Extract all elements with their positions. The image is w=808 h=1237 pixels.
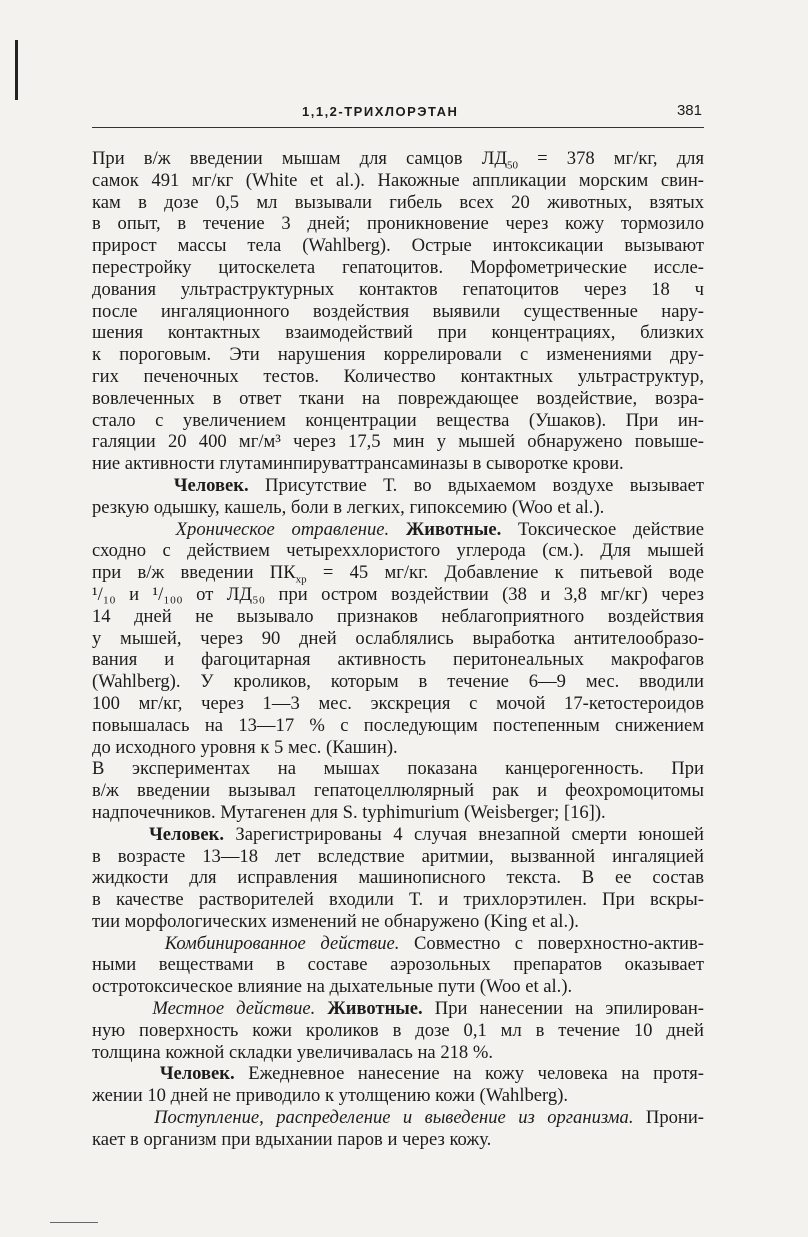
text-line: до исходного уровня к 5 мес. (Кашин). bbox=[92, 736, 398, 758]
text-line: гих печеночных тестов. Количество контактных ультраструктур, bbox=[92, 365, 704, 387]
text-line: повышалась на 13—17 % с последующим постепенным снижением bbox=[92, 714, 704, 736]
section-heading: Хроническое отравление. bbox=[175, 518, 390, 540]
text-line: жидкости для исправления машинописного текста. В ее состав bbox=[92, 867, 704, 889]
text-line: При в/ж введении мышам для самцов $ЛД_{50} = 378$ мг/кг, для bbox=[92, 148, 704, 172]
section-label: Человек. bbox=[149, 823, 224, 845]
text-line: после ингаляционного воздействия выявили существенные нару- bbox=[92, 300, 704, 322]
text-line: дования ультраструктурных контактов гепатоцитов через 18 ч bbox=[92, 278, 704, 300]
text-line: шения контактных взаимодействий при концентрациях, близких bbox=[92, 322, 704, 344]
text-line: вания и фагоцитарная активность перитонеальных макрофагов bbox=[92, 649, 704, 671]
text-line: у мышей, через 90 дней ослаблялись выработка антителообразо- bbox=[92, 627, 704, 649]
margin-mark bbox=[15, 40, 18, 100]
text-line: в качестве растворителей входили Т. и трихлорэтилен. При вскры- bbox=[92, 889, 704, 911]
text-line: Человек. Зарегистрированы 4 случая внезапной смерти юношей bbox=[149, 823, 704, 845]
text-line: ными веществами в составе аэрозольных препаратов оказывает bbox=[92, 954, 704, 976]
text-line: кает в организм при вдыхании паров и через кожу. bbox=[92, 1128, 492, 1150]
text-line: жении 10 дней не приводило к утолщению кожи (Wahlberg). bbox=[92, 1085, 569, 1107]
text-line: 14 дней не вызывало признаков неблагоприятного воздействия bbox=[92, 605, 704, 627]
text-line: Поступление, распределение и выведение из организма. Прони- bbox=[154, 1107, 705, 1129]
text-line: ную поверхность кожи кроликов в дозе 0,1 мл в течение 10 дней bbox=[92, 1019, 704, 1041]
page-number: 381 bbox=[676, 102, 702, 119]
text-line: галяции 20 400 мг/м³ через 17,5 мин у мышей обнаружено повыше- bbox=[92, 431, 704, 453]
text-line: в опыт, в течение 3 дней; проникновение через кожу тормозило bbox=[92, 213, 704, 235]
footer-rule bbox=[50, 1222, 98, 1223]
text-line: перестройку цитоскелета гепатоцитов. Морфометрические иссле- bbox=[92, 256, 704, 278]
text-line: сходно с действием четыреххлористого углерода (см.). Для мышей bbox=[92, 540, 704, 562]
section-heading: Местное действие. bbox=[152, 998, 316, 1020]
section-label: Человек. bbox=[159, 1063, 235, 1085]
header-rule bbox=[92, 127, 704, 128]
section-heading: Комбинированное действие. bbox=[164, 932, 400, 954]
text-line: в возрасте 13—18 лет вследствие аритмии, вызванной ингаляцией bbox=[92, 845, 704, 867]
text-line: В экспериментах на мышах показана канцерогенность. При bbox=[92, 758, 704, 780]
text-line: самок 491 мг/кг (White et al.). Накожные аппликации морским свин- bbox=[92, 169, 704, 191]
text-line: резкую одышку, кашель, боли в легких, гипоксемию (Woo et al.). bbox=[92, 496, 605, 518]
text-line: ¹/₁₀ и ¹/₁₀₀ от ЛД₅₀ при остром воздействии (38 и 3,8 мг/кг) через bbox=[92, 583, 704, 605]
text-line: Человек. Ежедневное нанесение на кожу человека на протя- bbox=[159, 1063, 705, 1085]
section-label: Животные. bbox=[327, 998, 423, 1020]
section-label: Животные. bbox=[405, 518, 502, 540]
text-line: остротоксическое влияние на дыхательные пути (Woo et al.). bbox=[92, 976, 573, 998]
text-line: прирост массы тела (Wahlberg). Острые интоксикации вызывают bbox=[92, 235, 704, 257]
running-head-title: 1,1,2-ТРИХЛОРЭТАН bbox=[302, 104, 459, 119]
text-line: надпочечников. Мутагенен для S. typhimurium (Weisberger; [16]). bbox=[92, 801, 606, 823]
text-line: Человек. Присутствие Т. во вдыхаемом воздухе вызывает bbox=[173, 474, 704, 496]
text-line: 100 мг/кг, через 1—3 мес. экскреция с мочой 17-кетостероидов bbox=[92, 692, 704, 714]
section-heading: Поступление, распределение и выведение из организма. bbox=[154, 1107, 634, 1129]
text-line: вовлеченных в ответ ткани на повреждающее воздействие, возра- bbox=[92, 387, 704, 409]
text-line: Местное действие. Животные. При нанесении на эпилирован- bbox=[152, 998, 704, 1020]
text-line: Хроническое отравление. Животные. Токсическое действие bbox=[175, 518, 704, 540]
text-line: (Wahlberg). У кроликов, которым в течение 6—9 мес. вводили bbox=[92, 671, 704, 693]
text-line: Комбинированное действие. Совместно с поверхностно-актив- bbox=[164, 932, 704, 954]
section-label: Человек. bbox=[173, 474, 249, 496]
page-body bbox=[92, 148, 704, 1151]
text-line: толщина кожной складки увеличивалась на 218 %. bbox=[92, 1041, 493, 1063]
text-line: ние активности глутаминпируваттрансаминазы в сыворотке крови. bbox=[92, 453, 624, 475]
text-line: к пороговым. Эти нарушения коррелировали с изменениями дру- bbox=[92, 344, 704, 366]
text-line: кам в дозе 0,5 мл вызывали гибель всех 20 животных, взятых bbox=[92, 191, 704, 213]
text-line: стало с увеличением концентрации вещества (Ушаков). При ин- bbox=[92, 409, 704, 431]
text-line: при в/ж введении $ПК_{хр} = 45$ мг/кг. Добавление к питьевой воде bbox=[92, 562, 704, 586]
text-line: тии морфологических изменений не обнаружено (King et al.). bbox=[92, 910, 579, 932]
text-line: в/ж введении вызывал гепатоцеллюлярный рак и феохромоцитомы bbox=[92, 780, 704, 802]
